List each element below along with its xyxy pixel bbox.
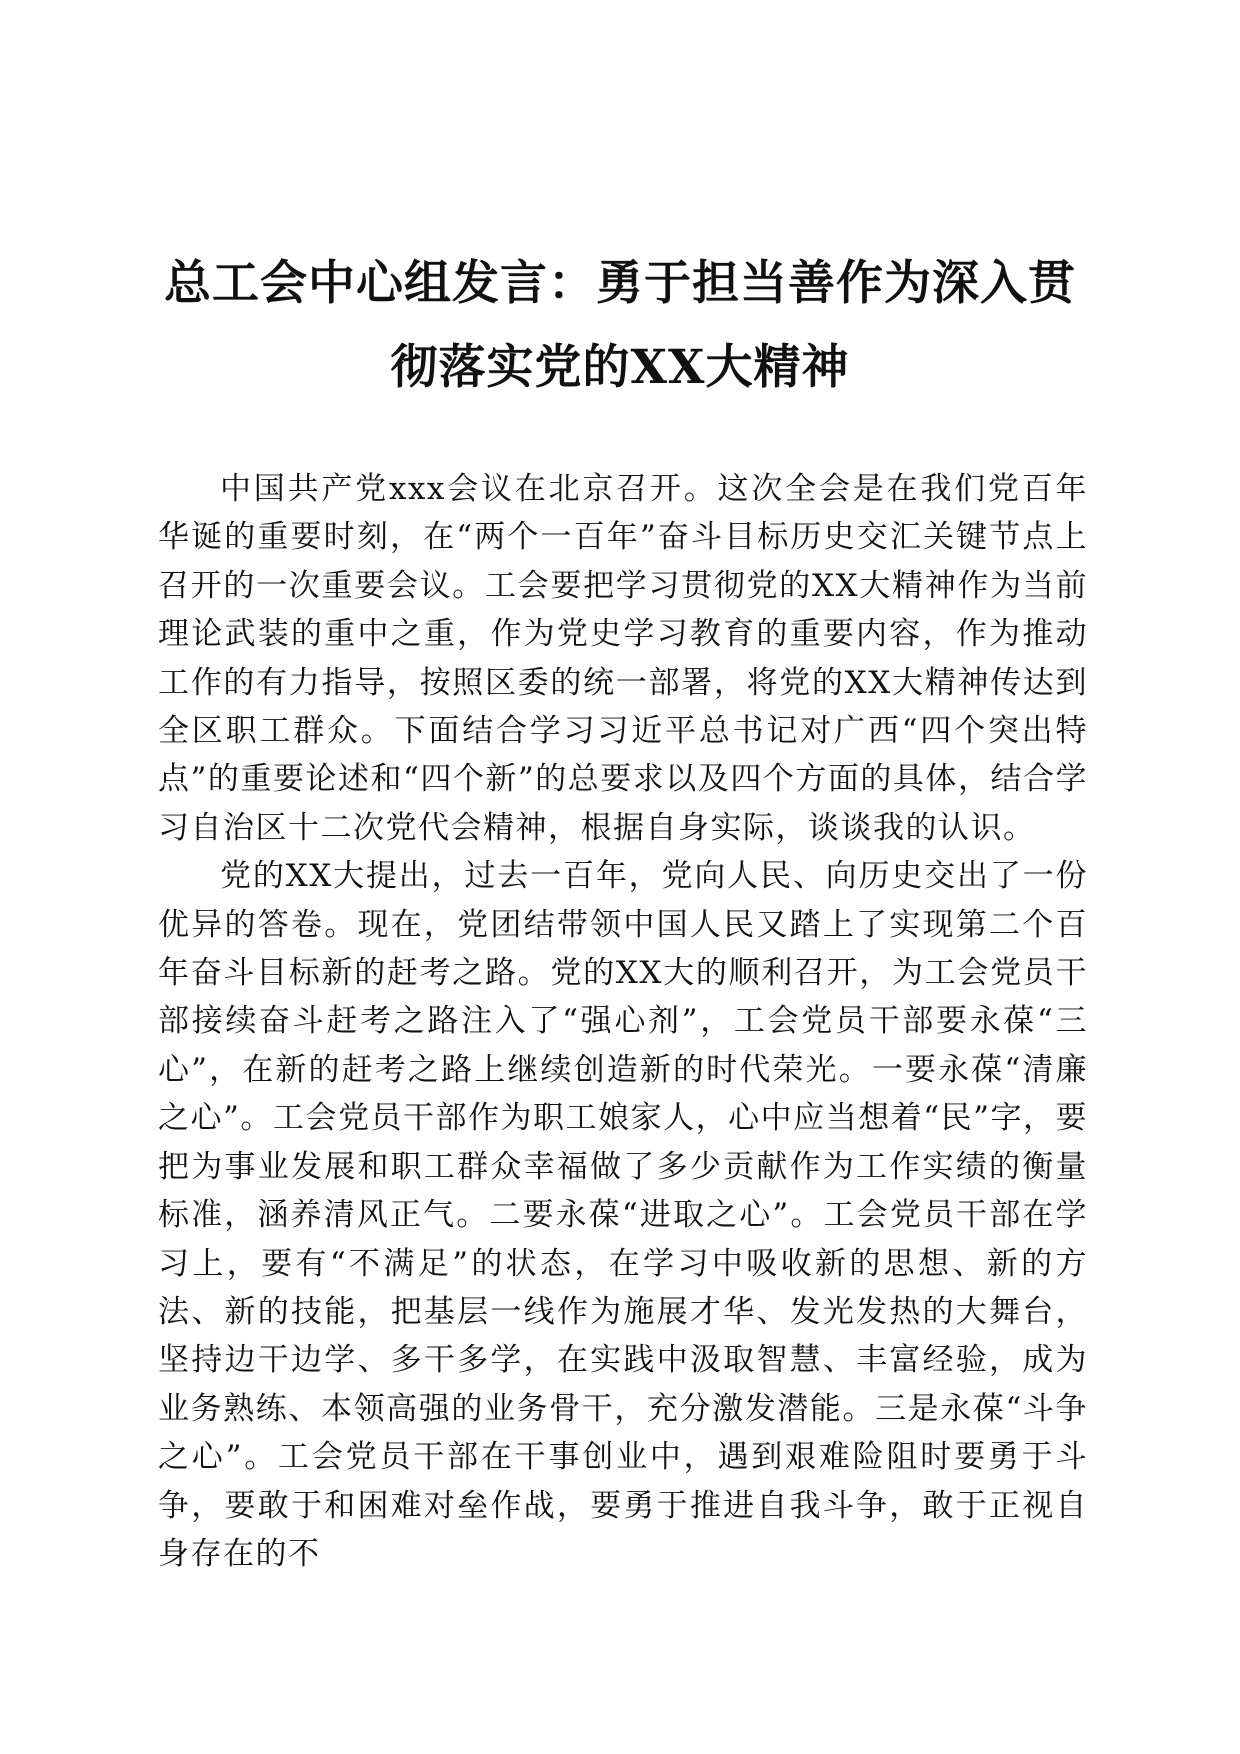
paragraph-1: 中国共产党xxx会议在北京召开。这次全会是在我们党百年华诞的重要时刻，在“两个一百年”奋斗目标历史交汇关键节点上召开的一次重要会议。工会要把学习贯彻党的XX大精神作为当前理论武装的重中之重，作为党史学习教育的重要内容，作为推动工作的有力指导，按照区委的统一部署，将党的XX大精神传达到全区职工群众。下面结合学习习近平总书记对广西“四个突出特点”的重要论述和“四个新”的总要求以及四个方面的具体，结合学习自治区十二次党代会精神，根据自身实际，谈谈我的认识。 <box>158 471 1088 846</box>
document-body <box>158 465 1088 1578</box>
document-title: 总工会中心组发言：勇于担当善作为深入贯彻落实党的XX大精神 <box>164 256 1076 395</box>
paragraph-2: 党的XX大提出，过去一百年，党向人民、向历史交出了一份优异的答卷。现在，党团结带领中国人民又踏上了实现第二个百年奋斗目标新的赶考之路。党的XX大的顺利召开，为工会党员干部接续奋斗赶考之路注入了“强心剂”，工会党员干部要永葆“三心”，在新的赶考之路上继续创造新的时代荣光。一要永葆“清廉之心”。工会党员干部作为职工娘家人，心中应当想着“民”字，要把为事业发展和职工群众幸福做了多少贡献作为工作实绩的衡量标准，涵养清风正气。二要永葆“进取之心”。工会党员干部在学习上，要有“不满足”的状态，在学习中吸收新的思想、新的方法、新的技能，把基层一线作为施展才华、发光发热的大舞台，坚持边干边学、多干多学，在实践中汲取智慧、丰富经验，成为业务熟练、本领高强的业务骨干，充分激发潜能。三是永葆“斗争之心”。工会党员干部在干事创业中，遇到艰难险阻时要勇于斗争，要敢于和困难对垒作战，要勇于推进自我斗争，敢于正视自身存在的不 <box>158 858 1088 1572</box>
